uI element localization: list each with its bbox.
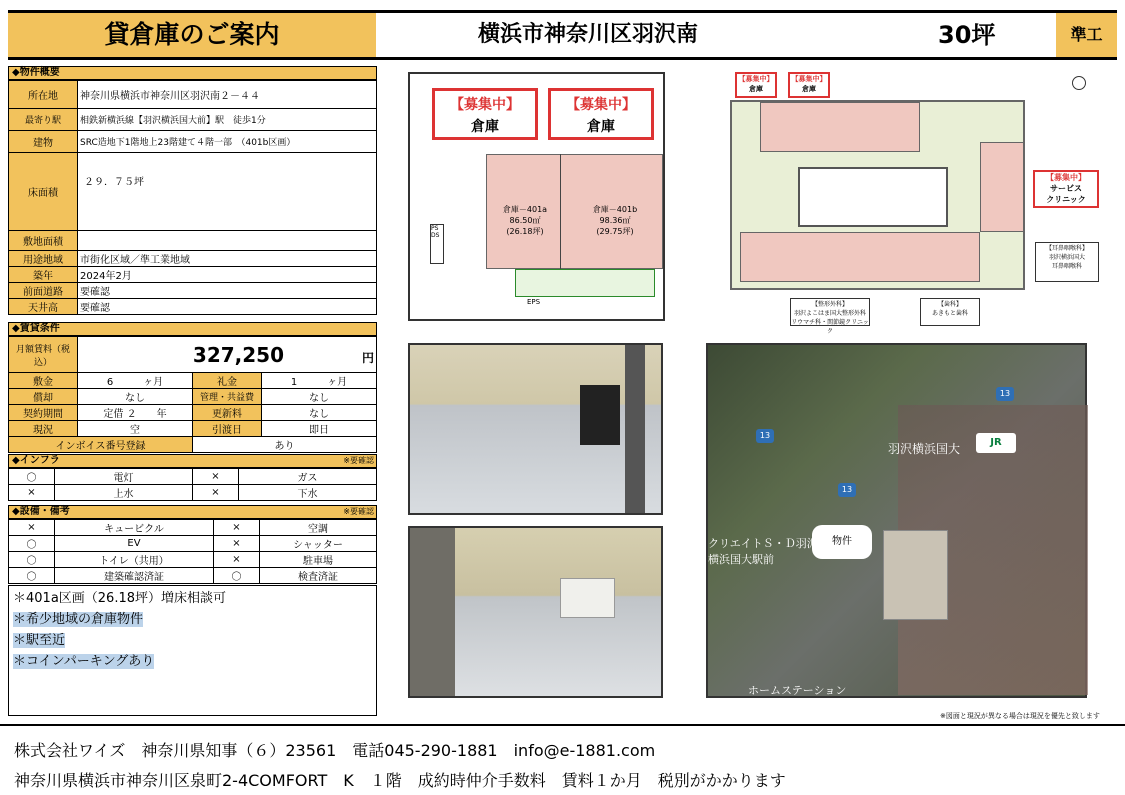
compass-icon bbox=[1072, 76, 1086, 90]
table-row bbox=[9, 153, 377, 231]
table-row bbox=[9, 568, 377, 584]
callout-room: 倉庫 bbox=[471, 119, 499, 135]
unit-b-label bbox=[582, 204, 648, 237]
header-bar bbox=[8, 10, 1117, 60]
label-key-money: 礼金 bbox=[193, 373, 262, 389]
tag-text: 【募集中】 bbox=[791, 75, 827, 83]
vacancy-callout-a bbox=[432, 88, 538, 140]
value-floor-area: ２９．７５坪 bbox=[78, 153, 377, 231]
floor-tag-3 bbox=[1033, 170, 1099, 208]
cell: × bbox=[214, 552, 260, 568]
ortho-clinic-note bbox=[790, 298, 870, 335]
label-amortization: 償却 bbox=[9, 389, 78, 405]
label-handover: 引渡日 bbox=[193, 421, 262, 437]
value-site-area bbox=[78, 231, 377, 251]
tag-text: 【募集中】 bbox=[738, 75, 774, 83]
vacancy-callout-b bbox=[548, 88, 654, 140]
note-text: 【歯科】 bbox=[937, 301, 962, 308]
remark-row bbox=[13, 630, 372, 651]
shutter-door bbox=[560, 578, 615, 618]
table-row bbox=[9, 267, 377, 283]
ent-clinic-note bbox=[1035, 242, 1099, 282]
label-status: 現況 bbox=[9, 421, 78, 437]
unit-b-area: 98.36㎡ bbox=[599, 216, 631, 225]
label-ceiling: 天井高 bbox=[9, 299, 78, 315]
cell: 下水 bbox=[239, 485, 377, 501]
remark-row bbox=[13, 651, 372, 672]
jr-logo-icon: JR bbox=[976, 433, 1016, 453]
infra-note: ※要確認 bbox=[343, 456, 374, 465]
ds-label: DS bbox=[431, 232, 440, 239]
equipment-note: ※要確認 bbox=[343, 507, 374, 516]
table-row bbox=[9, 405, 377, 421]
aerial-map bbox=[706, 343, 1087, 698]
table-row bbox=[9, 283, 377, 299]
infra-title: ◆インフラ bbox=[12, 455, 60, 466]
warehouse-block bbox=[760, 102, 920, 152]
label-management-fee: 管理・共益費 bbox=[193, 389, 262, 405]
ps-shaft bbox=[430, 224, 444, 264]
label-renewal: 更新料 bbox=[193, 405, 262, 421]
infra-table bbox=[8, 468, 377, 501]
property-marker[interactable]: 物件 bbox=[812, 525, 872, 559]
table-row bbox=[9, 469, 377, 485]
table-row bbox=[9, 131, 377, 153]
note-text: 【耳鼻咽喉科】 bbox=[1045, 245, 1088, 252]
eps-room bbox=[515, 269, 655, 297]
map-text: 横浜国大駅前 bbox=[708, 553, 774, 566]
table-row bbox=[9, 421, 377, 437]
cell: キュービクル bbox=[55, 520, 214, 536]
value-amortization: なし bbox=[78, 389, 193, 405]
value-handover: 即日 bbox=[262, 421, 377, 437]
label-road: 前面道路 bbox=[9, 283, 78, 299]
window bbox=[580, 385, 620, 445]
remark-item: ＊401a区画（26.18坪）増床相談可 bbox=[13, 591, 226, 606]
cell: × bbox=[9, 520, 55, 536]
note-text: 【整形外科】 bbox=[811, 301, 848, 308]
key-unit: ヶ月 bbox=[327, 377, 348, 388]
remark-item: ＊駅至近 bbox=[13, 633, 66, 648]
cell: × bbox=[193, 469, 239, 485]
value-road: 要確認 bbox=[78, 283, 377, 299]
route-sign-icon: 13 bbox=[996, 387, 1014, 401]
terms-table bbox=[8, 336, 377, 453]
footer bbox=[0, 724, 1125, 795]
interior-photo-1 bbox=[408, 343, 663, 515]
atrium bbox=[798, 167, 948, 227]
floor-tag-2 bbox=[788, 72, 830, 98]
value-status: 空 bbox=[78, 421, 193, 437]
cell: トイレ（共用） bbox=[55, 552, 214, 568]
callout-room: 倉庫 bbox=[587, 119, 615, 135]
table-row bbox=[9, 552, 377, 568]
address-fee-info: 神奈川県横浜市神奈川区泉町2-4COMFORT K １階 成約時仲介手数料 賃料１か月 税別がかかります bbox=[14, 771, 786, 790]
deposit-value: 6 bbox=[106, 377, 114, 388]
ps-label: PS bbox=[431, 225, 439, 232]
equipment-heading bbox=[8, 505, 377, 519]
overview-heading: ◆物件概要 bbox=[8, 66, 377, 80]
cell: 〇 bbox=[9, 568, 55, 584]
label-period: 契約期間 bbox=[9, 405, 78, 421]
unit-floor-plan bbox=[408, 72, 665, 321]
value-management-fee: なし bbox=[262, 389, 377, 405]
equipment-table bbox=[8, 519, 377, 584]
cell: × bbox=[214, 520, 260, 536]
table-row bbox=[9, 81, 377, 109]
overview-table bbox=[8, 80, 377, 315]
building-floor-plan bbox=[730, 72, 1088, 335]
table-row bbox=[9, 520, 377, 536]
service-block bbox=[980, 142, 1024, 232]
tag-text: 倉庫 bbox=[749, 85, 763, 93]
cell: ガス bbox=[239, 469, 377, 485]
label-built: 築年 bbox=[9, 267, 78, 283]
cell: × bbox=[214, 536, 260, 552]
label-zoning: 用途地域 bbox=[9, 251, 78, 267]
table-row bbox=[9, 337, 377, 373]
wall-column bbox=[410, 528, 455, 696]
value-ceiling: 要確認 bbox=[78, 299, 377, 315]
callout-badge: 【募集中】 bbox=[566, 97, 636, 113]
value-renewal: なし bbox=[262, 405, 377, 421]
interior-photo-2 bbox=[408, 526, 663, 698]
table-row bbox=[9, 231, 377, 251]
map-text: クリエイトＳ・Ｄ羽沢 bbox=[708, 537, 818, 550]
cell: 〇 bbox=[214, 568, 260, 584]
cell: 空調 bbox=[260, 520, 377, 536]
note-text: リウマチ科・関節鏡クリニック bbox=[791, 319, 869, 335]
unit-a-label bbox=[492, 204, 558, 237]
floor-tag-1 bbox=[735, 72, 777, 98]
label-rent: 月額賃料（税込） bbox=[9, 337, 78, 373]
table-row bbox=[9, 389, 377, 405]
unit-a-area: 86.50㎡ bbox=[509, 216, 541, 225]
cell: EV bbox=[55, 536, 214, 552]
label-floor-area: 床面積 bbox=[9, 153, 78, 231]
callout-badge: 【募集中】 bbox=[450, 97, 520, 113]
property-location: 横浜市神奈川区羽沢南 bbox=[477, 22, 698, 47]
note-text: あきもと歯科 bbox=[931, 310, 968, 317]
value-building: SRC造地下1階地上23階建て４階一部 （401b区画） bbox=[78, 131, 377, 153]
note-text: 羽沢横浜国大 bbox=[1048, 254, 1085, 261]
note-text: 羽沢よこはま国大整形外科 bbox=[793, 310, 866, 317]
cell: シャッター bbox=[260, 536, 377, 552]
disclaimer: ※図面と現況が異なる場合は現況を優先と致します bbox=[940, 712, 1100, 720]
cell: 電灯 bbox=[55, 469, 193, 485]
value-address: 神奈川県横浜市神奈川区羽沢南２－４４ bbox=[78, 81, 377, 109]
infra-heading bbox=[8, 454, 377, 468]
column bbox=[625, 345, 645, 513]
zoning-badge: 準工 bbox=[1056, 13, 1117, 57]
building-label bbox=[708, 535, 838, 567]
label-building: 建物 bbox=[9, 131, 78, 153]
value-zoning: 市街化区域／準工業地域 bbox=[78, 251, 377, 267]
remark-item: ＊希少地域の倉庫物件 bbox=[13, 612, 144, 627]
rent-unit: 円 bbox=[361, 350, 374, 365]
tag-text: クリニック bbox=[1046, 195, 1086, 204]
table-row bbox=[9, 485, 377, 501]
cell: 〇 bbox=[9, 469, 55, 485]
tag-text: サービス bbox=[1050, 184, 1082, 193]
property-size: 30坪 bbox=[938, 21, 996, 49]
table-row bbox=[9, 251, 377, 267]
table-row bbox=[9, 109, 377, 131]
equipment-title: ◆設備・備考 bbox=[12, 506, 70, 517]
cell: 〇 bbox=[9, 536, 55, 552]
company-info: 株式会社ワイズ 神奈川県知事（６）23561 電話045-290-1881 info@e-1881.com bbox=[14, 741, 656, 760]
table-row bbox=[9, 373, 377, 389]
unit-a-name: 倉庫－401a bbox=[502, 205, 548, 214]
tag-text: 倉庫 bbox=[802, 85, 816, 93]
page-title: 貸倉庫のご案内 bbox=[8, 13, 376, 57]
station-label: 羽沢横浜国大 bbox=[888, 442, 961, 456]
table-row bbox=[9, 536, 377, 552]
cell: 上水 bbox=[55, 485, 193, 501]
cell: 駐車場 bbox=[260, 552, 377, 568]
route-sign-icon: 13 bbox=[838, 483, 856, 497]
remark-item: ＊コインパーキングあり bbox=[13, 654, 155, 669]
value-station: 相鉄新横浜線【羽沢横浜国大前】駅 徒歩1分 bbox=[78, 109, 377, 131]
cell: 〇 bbox=[9, 552, 55, 568]
table-row bbox=[9, 299, 377, 315]
label-address: 所在地 bbox=[9, 81, 78, 109]
label-site-area: 敷地面積 bbox=[9, 231, 78, 251]
tag-text: 【募集中】 bbox=[1046, 173, 1086, 182]
cell: 検査済証 bbox=[260, 568, 377, 584]
property-building bbox=[883, 530, 948, 620]
note-text: 耳鼻咽喉科 bbox=[1051, 263, 1082, 270]
value-built: 2024年2月 bbox=[78, 267, 377, 283]
route-sign-icon: 13 bbox=[756, 429, 774, 443]
dental-clinic-note bbox=[920, 298, 980, 326]
terms-heading: ◆賃貸条件 bbox=[8, 322, 377, 336]
value-invoice: あり bbox=[193, 437, 377, 453]
value-period: 定借 ２ 年 bbox=[78, 405, 193, 421]
table-row bbox=[9, 437, 377, 453]
label-deposit: 敷金 bbox=[9, 373, 78, 389]
remarks-box bbox=[8, 585, 377, 716]
label-invoice: インボイス番号登録 bbox=[9, 437, 193, 453]
unit-b-tsubo: (29.75坪) bbox=[596, 227, 634, 236]
key-value: 1 bbox=[290, 377, 298, 388]
eps-label: EPS bbox=[527, 298, 541, 306]
deposit-unit: ヶ月 bbox=[143, 377, 164, 388]
remark-row bbox=[13, 609, 372, 630]
partition bbox=[560, 154, 561, 269]
platform-label: ホームステーション bbox=[748, 684, 847, 697]
rent-value: 327,250 bbox=[192, 342, 284, 367]
cell: × bbox=[9, 485, 55, 501]
clinic-block bbox=[740, 232, 980, 282]
label-station: 最寄り駅 bbox=[9, 109, 78, 131]
unit-b-name: 倉庫－401b bbox=[592, 205, 638, 214]
unit-a-tsubo: (26.18坪) bbox=[506, 227, 544, 236]
cell: × bbox=[193, 485, 239, 501]
cell: 建築確認済証 bbox=[55, 568, 214, 584]
